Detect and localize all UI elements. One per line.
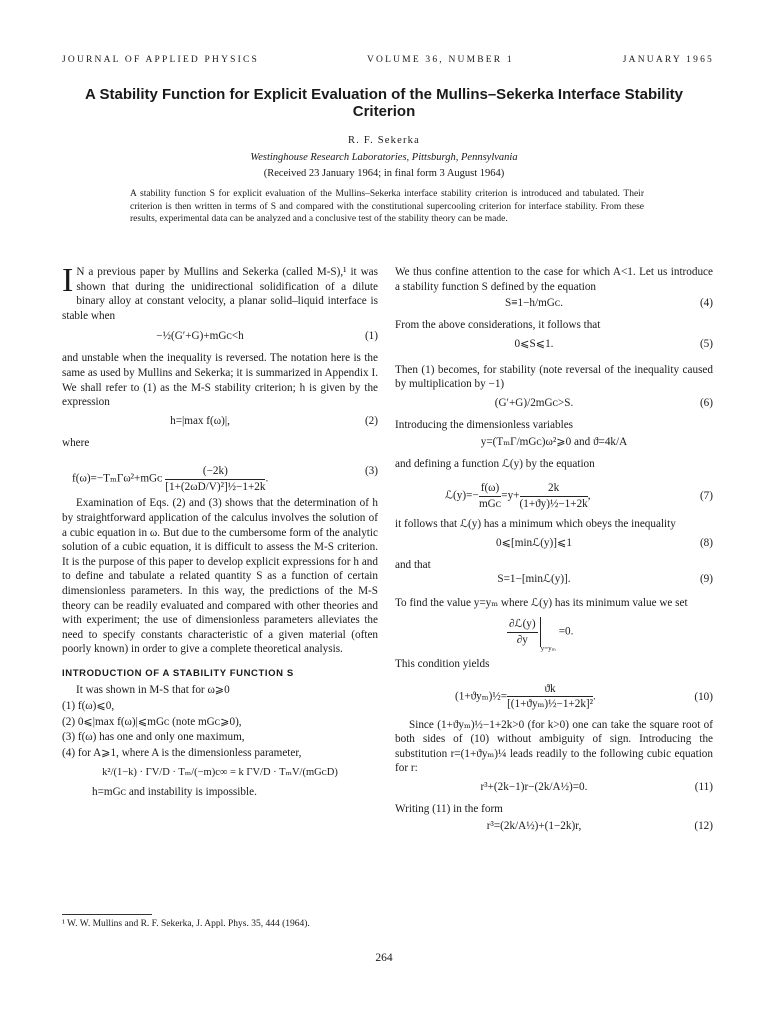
list-item: (1) f(ω)⩽0, (62, 700, 115, 713)
footnote: ¹ W. W. Mullins and R. F. Sekerka, J. Appl. Phys. 35, 444 (1964). (62, 919, 310, 929)
paragraph: Introducing the dimensionless variables (395, 418, 574, 431)
paragraph: it follows that ℒ(y) has a minimum which obeys the inequality (395, 518, 676, 531)
left-column (62, 262, 378, 800)
drop-cap: I (62, 262, 74, 299)
affiliation: Westinghouse Research Laboratories, Pittsburgh, Pennsylvania (250, 152, 518, 163)
paragraph: and unstable when the inequality is reversed. The notation here is the same as used by Mullins and Sekerka; it is summarized in Appendix I. We shall refer to (1) as the M-S stability criterion; h is given by the expression (62, 352, 378, 409)
equation-7: ℒ(y)=− $\frac{f(\omega)}{\text{mGᴄ}}$ =y+ $\frac{2k}{\text{(1+ϑy)½−1+2k}}$ , (7) (445, 482, 713, 510)
paragraph: We thus confine attention to the case for which A<1. Let us introduce a stability function S defined by the equation (395, 266, 713, 293)
received-dates: (Received 23 January 1964; in final form 3 August 1964) (263, 168, 505, 179)
paragraph: Since (1+ϑyₘ)½−1+2k>0 (for k>0) one can take the square root of both sides of (10) without ambiguity of sign. Introducing the substitution r=(1+ϑyₘ)¼ leads readily to the following cubic equation for r: (395, 718, 713, 775)
equation-9: S=1−[minℒ(y)]. (9) (497, 573, 713, 586)
equation-5: 0⩽S⩽1. (5) (514, 337, 713, 350)
paragraph: This condition yields (395, 657, 490, 670)
paragraph: Then (1) becomes, for stability (note reversal of the inequality caused by multiplication by −1) (395, 363, 713, 391)
intro-paragraph: I N a previous paper by Mullins and Sekerka (called M-S),¹ it was shown that during the unidirectional solidification of a dilute binary alloy at constant velocity, a planar solid–liquid interface is stable when (62, 262, 378, 322)
where-label: where (62, 436, 90, 449)
equation-11: r³+(2k−1)r−(2k/A½)=0. (11) (480, 780, 713, 793)
page-number: 264 (375, 952, 393, 964)
paragraph: and defining a function ℒ(y) by the equation (395, 457, 595, 470)
right-column (395, 265, 713, 841)
condition-list (62, 699, 378, 760)
footnote-rule (62, 914, 152, 915)
issue-date: JANUARY 1965 (622, 55, 714, 65)
paragraph: and that (395, 558, 431, 571)
paragraph: Examination of Eqs. (2) and (3) shows that the determination of h by straightforward application of the calculus involves the solution of a cubic equation in ω. But due to the cumbersome form of the analytic solution of a cubic equation, it is difficult to assess the M-S criterion. It is the purpose of this paper to develop explicit expressions for h and to define and tabulate a related quantity S as a function of certain dimensionless parameters. In this way, the predictions of the M-S theory can be readily evaluated and compared with other theories and with experiment; the use of dimensionless parameters alleviates the need to specify constants characteristic of a given material (often poorly known) in order to give a complete theoretical analysis. (62, 497, 378, 656)
paper-title: A Stability Function for Explicit Evaluation of the Mullins–Sekerka Interface Stability Criterion (85, 86, 683, 120)
list-item: (2) 0⩽|max f(ω)|⩽mGᴄ (note mGᴄ⩾0), (62, 715, 242, 728)
equation-A: k²/(1−k) · ΓV/D · Tₘ/(−m)c∞ = k ΓV/D · TₘV/(mGᴄD) (102, 767, 338, 779)
equation-derivative: $\frac{\text{∂ℒ(y)}}{\partial y}$ $_{y=y_m}$ =0. (509, 617, 574, 653)
section-heading: INTRODUCTION OF A STABILITY FUNCTION S (62, 667, 294, 679)
author: R. F. Sekerka (348, 135, 420, 146)
equation-2: h=|max f(ω)|, (2) (170, 414, 378, 427)
equation-4: S≡1−h/mGᴄ. (4) (504, 297, 713, 310)
equation-10: (1+ϑyₘ)½= $\frac{ϑk}{\text{[(1+ϑyₘ)½−1+2k]²}}$ . (10) (455, 682, 713, 711)
paragraph: From the above considerations, it follows that (395, 319, 601, 332)
abstract: A stability function S for explicit evaluation of the Mullins–Sekerka interface stability criterion is introduced and tabulated. Their criterion is then written in terms of S and compared with the constitutional supercooling criterion for interface stability. From these results, experimental data can be analyzed and a conclusive test of the stability theory can be made. (130, 189, 644, 224)
paragraph: Writing (11) in the form (395, 802, 503, 815)
paragraph: To find the value y=yₘ where ℒ(y) has its minimum value we set (395, 597, 688, 610)
equation-dimensionless: y=(TₘΓ/mGᴄ)ω²⩾0 and ϑ=4k/A (480, 435, 628, 448)
equation-12: r³=(2k/A½)+(1−2k)r, (12) (486, 819, 713, 832)
equation-1: −½(G′+G)+mGᴄ<h (1) (156, 330, 378, 343)
equation-6: (G′+G)/2mGᴄ>S. (6) (494, 396, 713, 409)
journal-name: JOURNAL OF APPLIED PHYSICS (62, 55, 260, 65)
volume-number: VOLUME 36, NUMBER 1 (367, 55, 514, 65)
paragraph: It was shown in M-S that for ω⩾0 (76, 684, 230, 697)
equation-3: f(ω)=−TₘΓω²+mGᴄ $\frac{(-2k)}{\text{[1+(2ωD/V)²]½−1+2k}}$ . (3) (72, 465, 378, 493)
list-item: (4) for A⩾1, where A is the dimensionless parameter, (62, 746, 302, 759)
paragraph: h=mGᴄ and instability is impossible. (92, 786, 257, 799)
equation-8: 0⩽[minℒ(y)]⩽1 (8) (496, 536, 713, 549)
list-item: (3) f(ω) has one and only one maximum, (62, 731, 245, 744)
